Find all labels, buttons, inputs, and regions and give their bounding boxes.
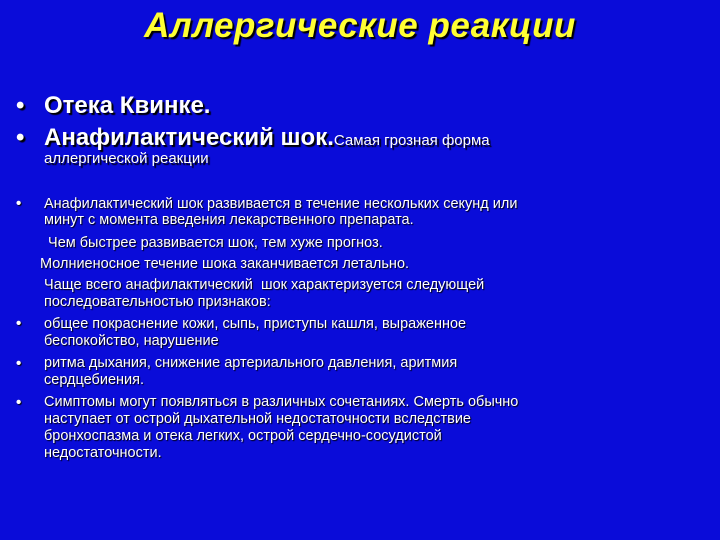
bullet-marker: • [16, 315, 22, 332]
bullet-suffix: Самая грозная форма [333, 132, 490, 149]
bullet-marker: • [16, 355, 22, 372]
bullet-text: Отека Квинке. [44, 92, 211, 119]
body-line: наступает от острой дыхательной недостаточности вследствие [44, 411, 471, 427]
body-line: беспокойство, нарушение [44, 333, 219, 349]
bullet-text-group [44, 124, 490, 152]
bullet-marker: • [16, 394, 22, 411]
slide-title: Аллергические реакции [144, 6, 576, 45]
body-line: Чаще всего анафилактический шок характеризуется следующей [40, 277, 485, 293]
body-line: недостаточности. [44, 445, 162, 461]
bullet-text: Анафилактический шок. [44, 124, 334, 151]
body-line: бронхоспазма и отека легких, острой сердечно-сосудистой [44, 428, 442, 444]
body-line: Чем быстрее развивается шок, тем хуже прогноз. [44, 235, 383, 251]
body-line: Молниеносное течение шока заканчивается летально. [40, 256, 410, 272]
bullet-marker: • [16, 124, 25, 151]
body-line: сердцебиения. [44, 372, 145, 388]
bullet-continuation: аллергической реакции [44, 150, 209, 167]
body-line: последовательностью признаков: [44, 294, 271, 310]
bullet-marker: • [16, 92, 25, 119]
bullet-marker: • [16, 195, 22, 212]
body-line: Симптомы могут появляться в различных сочетаниях. Смерть обычно [44, 394, 519, 410]
body-line: минут с момента введения лекарственного препарата. [44, 212, 414, 228]
body-line: ритма дыхания, снижение артериального давления, аритмия [44, 355, 458, 371]
body-line: общее покраснение кожи, сыпь, приступы кашля, выраженное [44, 316, 467, 332]
body-line: Анафилактический шок развивается в течение нескольких секунд или [44, 196, 518, 212]
